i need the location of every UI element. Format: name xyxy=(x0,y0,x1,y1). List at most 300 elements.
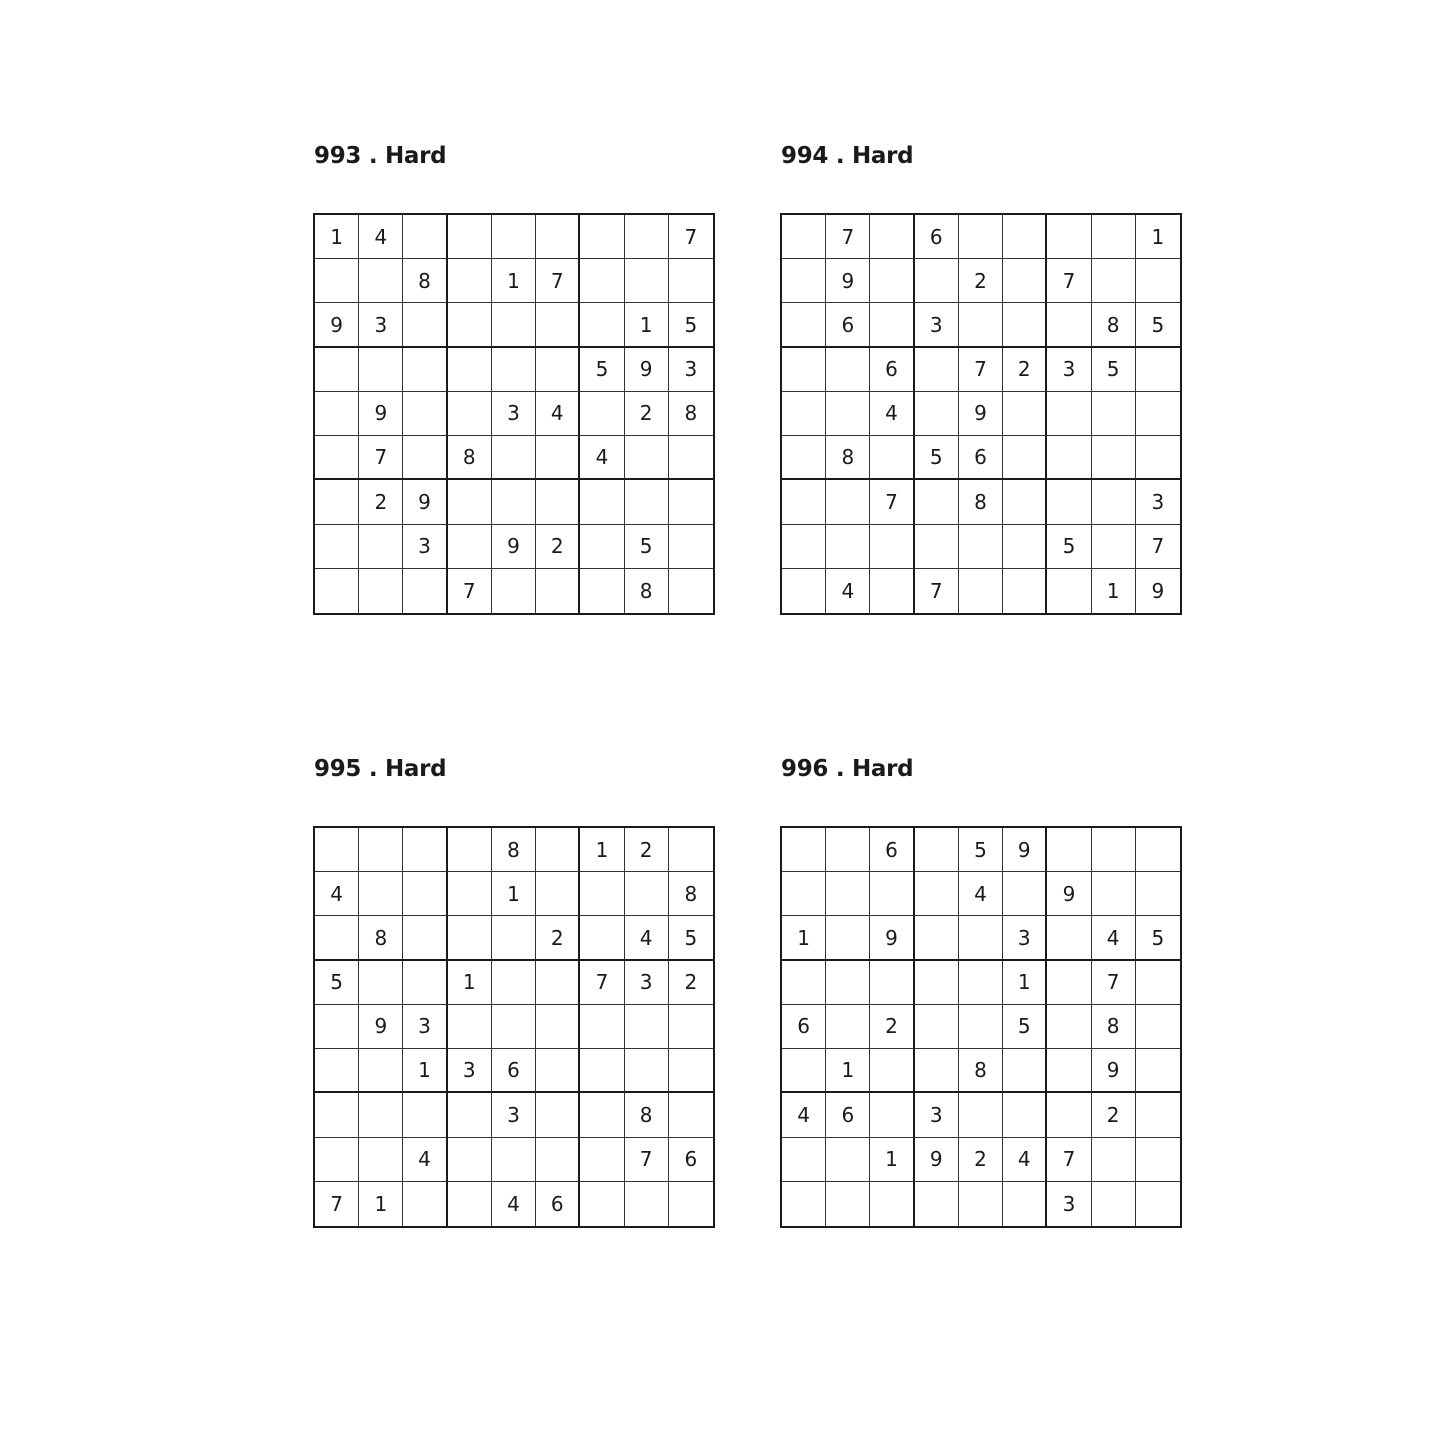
sudoku-cell xyxy=(448,480,492,524)
sudoku-cell xyxy=(448,872,492,916)
sudoku-cell: 6 xyxy=(782,1005,826,1049)
sudoku-cell xyxy=(1092,436,1136,480)
sudoku-cell: 4 xyxy=(359,215,403,259)
puzzle-title: 996 . Hard xyxy=(781,756,914,782)
sudoku-cell: 9 xyxy=(1003,828,1047,872)
sudoku-cell: 7 xyxy=(826,215,870,259)
sudoku-cell xyxy=(315,1093,359,1137)
sudoku-cell xyxy=(826,348,870,392)
sudoku-cell: 9 xyxy=(1047,872,1091,916)
sudoku-cell: 6 xyxy=(669,1138,713,1182)
sudoku-cell: 3 xyxy=(492,392,536,436)
sudoku-cell xyxy=(448,525,492,569)
sudoku-cell: 5 xyxy=(1136,916,1180,960)
sudoku-cell xyxy=(1003,525,1047,569)
sudoku-cell: 9 xyxy=(1151,578,1165,603)
sudoku-cell: 1 xyxy=(1136,215,1180,259)
sudoku-cell xyxy=(448,303,492,347)
sudoku-cell xyxy=(448,259,492,303)
sudoku-cell xyxy=(870,215,914,259)
sudoku-cell: 9 xyxy=(625,348,669,392)
sudoku-cell: 3 xyxy=(669,348,713,392)
sudoku-cell xyxy=(315,916,359,960)
sudoku-cell xyxy=(448,392,492,436)
sudoku-cell xyxy=(403,1182,447,1226)
sudoku-cell xyxy=(580,1182,624,1226)
sudoku-cell xyxy=(492,436,536,480)
sudoku-cell xyxy=(625,480,669,524)
sudoku-cell xyxy=(536,480,580,524)
sudoku-cell xyxy=(915,259,959,303)
sudoku-cell xyxy=(782,1049,826,1093)
sudoku-cell xyxy=(580,392,624,436)
sudoku-cell: 4 xyxy=(782,1093,826,1137)
sudoku-cell xyxy=(536,1093,580,1137)
sudoku-cell: 2 xyxy=(536,916,580,960)
sudoku-cell: 2 xyxy=(959,259,1003,303)
sudoku-cell xyxy=(359,348,403,392)
sudoku-cell: 8 xyxy=(448,436,492,480)
sudoku-cell xyxy=(870,1093,914,1137)
sudoku-cell: 4 xyxy=(870,392,914,436)
sudoku-cell: 3 xyxy=(403,525,447,569)
sudoku-cell xyxy=(959,916,1003,960)
sudoku-cell xyxy=(1092,259,1136,303)
sudoku-cell xyxy=(782,303,826,347)
sudoku-cell xyxy=(1092,872,1136,916)
sudoku-cell: 5 xyxy=(1047,525,1091,569)
sudoku-cell xyxy=(1047,1093,1091,1137)
sudoku-cell: 1 xyxy=(492,259,536,303)
sudoku-cell: 3 xyxy=(915,1093,959,1137)
sudoku-cell: 1 xyxy=(315,215,359,259)
sudoku-cell xyxy=(403,215,447,259)
sudoku-cell xyxy=(536,348,580,392)
sudoku-cell xyxy=(315,828,359,872)
sudoku-cell: 5 xyxy=(580,348,624,392)
sudoku-cell xyxy=(915,1049,959,1093)
sudoku-cell xyxy=(782,436,826,480)
sudoku-cell xyxy=(1003,1093,1047,1137)
sudoku-cell: 9 xyxy=(492,525,536,569)
sudoku-cell xyxy=(915,1005,959,1049)
sudoku-cell xyxy=(826,872,870,916)
sudoku-cell xyxy=(625,1005,669,1049)
sudoku-cell xyxy=(826,1005,870,1049)
sudoku-cell xyxy=(536,215,580,259)
sudoku-cell xyxy=(580,480,624,524)
sudoku-cell xyxy=(580,215,624,259)
sudoku-cell xyxy=(1047,436,1091,480)
sudoku-cell xyxy=(536,961,580,1005)
sudoku-cell xyxy=(1136,436,1180,480)
sudoku-cell: 8 xyxy=(1092,1005,1136,1049)
sudoku-cell: 5 xyxy=(1003,1005,1047,1049)
sudoku-grid xyxy=(313,826,715,1228)
sudoku-cell xyxy=(782,569,826,613)
sudoku-cell xyxy=(915,480,959,524)
sudoku-cell xyxy=(782,480,826,524)
sudoku-cell xyxy=(448,1182,492,1226)
sudoku-cell: 4 xyxy=(1003,1138,1047,1182)
sudoku-cell: 4 xyxy=(492,1182,536,1226)
sudoku-cell xyxy=(403,392,447,436)
sudoku-cell: 6 xyxy=(915,215,959,259)
sudoku-cell: 7 xyxy=(1047,259,1091,303)
sudoku-cell: 2 xyxy=(1092,1093,1136,1137)
sudoku-cell xyxy=(580,259,624,303)
sudoku-cell xyxy=(1092,1182,1136,1226)
sudoku-cell xyxy=(492,348,536,392)
sudoku-grid xyxy=(780,213,1182,615)
sudoku-cell xyxy=(1136,348,1180,392)
sudoku-cell: 8 xyxy=(669,872,713,916)
sudoku-cell xyxy=(536,569,580,613)
sudoku-cell xyxy=(959,1182,1003,1226)
sudoku-cell xyxy=(580,525,624,569)
sudoku-cell xyxy=(448,916,492,960)
sudoku-cell: 8 xyxy=(959,1049,1003,1093)
sudoku-cell xyxy=(1047,480,1091,524)
sudoku-cell: 2 xyxy=(625,392,669,436)
sudoku-cell: 8 xyxy=(625,569,669,613)
sudoku-cell xyxy=(826,1138,870,1182)
sudoku-cell: 5 xyxy=(959,828,1003,872)
sudoku-cell xyxy=(492,480,536,524)
sudoku-cell xyxy=(915,961,959,1005)
sudoku-cell: 5 xyxy=(915,436,959,480)
sudoku-cell xyxy=(669,569,713,613)
sudoku-cell: 6 xyxy=(826,303,870,347)
sudoku-cell xyxy=(492,569,536,613)
sudoku-cell xyxy=(359,1049,403,1093)
sudoku-cell: 7 xyxy=(959,348,1003,392)
sudoku-cell: 7 xyxy=(536,259,580,303)
sudoku-cell xyxy=(870,569,914,613)
sudoku-cell xyxy=(826,916,870,960)
sudoku-cell xyxy=(959,1093,1003,1137)
sudoku-cell xyxy=(1047,303,1091,347)
sudoku-cell: 6 xyxy=(959,436,1003,480)
sudoku-cell xyxy=(1092,525,1136,569)
puzzle-title: 995 . Hard xyxy=(314,756,447,782)
sudoku-cell: 5 xyxy=(669,303,713,347)
sudoku-cell xyxy=(1136,1138,1180,1182)
sudoku-cell xyxy=(1003,215,1047,259)
sudoku-cell xyxy=(1003,436,1047,480)
sudoku-cell xyxy=(625,215,669,259)
sudoku-cell: 6 xyxy=(826,1093,870,1137)
sudoku-cell: 2 xyxy=(536,525,580,569)
sudoku-cell xyxy=(1136,392,1180,436)
sudoku-cell: 5 xyxy=(1136,303,1180,347)
sudoku-cell xyxy=(870,1182,914,1226)
sudoku-cell xyxy=(448,1138,492,1182)
sudoku-cell xyxy=(915,348,959,392)
sudoku-cell xyxy=(826,392,870,436)
sudoku-cell: 6 xyxy=(492,1049,536,1093)
sudoku-cell xyxy=(359,569,403,613)
sudoku-cell: 1 xyxy=(403,1049,447,1093)
sudoku-cell xyxy=(1047,569,1091,613)
sudoku-cell xyxy=(536,828,580,872)
sudoku-cell xyxy=(782,828,826,872)
sudoku-cell xyxy=(315,1138,359,1182)
sudoku-cell xyxy=(580,569,624,613)
sudoku-cell: 4 xyxy=(1092,916,1136,960)
sudoku-cell: 8 xyxy=(403,259,447,303)
sudoku-cell: 5 xyxy=(1092,348,1136,392)
sudoku-cell xyxy=(1136,1182,1180,1226)
sudoku-cell xyxy=(669,436,713,480)
sudoku-cell xyxy=(826,480,870,524)
sudoku-cell: 6 xyxy=(870,828,914,872)
sudoku-cell: 2 xyxy=(1003,348,1047,392)
sudoku-cell xyxy=(315,436,359,480)
sudoku-cell xyxy=(1047,961,1091,1005)
sudoku-cell xyxy=(359,828,403,872)
sudoku-cell xyxy=(669,259,713,303)
sudoku-cell xyxy=(915,916,959,960)
sudoku-cell xyxy=(492,215,536,259)
sudoku-cell: 9 xyxy=(359,392,403,436)
sudoku-cell: 7 xyxy=(1136,525,1180,569)
sudoku-cell xyxy=(403,436,447,480)
sudoku-cell xyxy=(782,392,826,436)
sudoku-cell xyxy=(536,872,580,916)
sudoku-cell xyxy=(492,1005,536,1049)
sudoku-cell xyxy=(1047,828,1091,872)
sudoku-cell xyxy=(315,569,359,613)
sudoku-cell xyxy=(315,392,359,436)
sudoku-grid xyxy=(780,826,1182,1228)
sudoku-cell xyxy=(492,916,536,960)
sudoku-cell xyxy=(915,1182,959,1226)
sudoku-cell xyxy=(782,525,826,569)
sudoku-cell: 7 xyxy=(625,1138,669,1182)
sudoku-cell xyxy=(1092,215,1136,259)
sudoku-cell xyxy=(1003,1049,1047,1093)
sudoku-cell: 5 xyxy=(625,525,669,569)
sudoku-cell xyxy=(403,961,447,1005)
sudoku-cell xyxy=(536,1138,580,1182)
sudoku-cell xyxy=(669,1182,713,1226)
sudoku-cell: 4 xyxy=(315,872,359,916)
sudoku-cell: 3 xyxy=(1003,916,1047,960)
sudoku-cell xyxy=(536,1005,580,1049)
sudoku-cell xyxy=(870,259,914,303)
sudoku-cell: 9 xyxy=(403,480,447,524)
sudoku-cell xyxy=(492,303,536,347)
sudoku-cell xyxy=(625,259,669,303)
sudoku-cell: 3 xyxy=(492,1093,536,1137)
sudoku-cell: 7 xyxy=(580,961,624,1005)
sudoku-cell xyxy=(580,303,624,347)
sudoku-cell: 9 xyxy=(1092,1049,1136,1093)
puzzle-title: 994 . Hard xyxy=(781,143,914,169)
sudoku-cell: 3 xyxy=(403,1005,447,1049)
sudoku-cell xyxy=(315,259,359,303)
sudoku-cell xyxy=(669,1005,713,1049)
sudoku-cell xyxy=(403,569,447,613)
sudoku-cell xyxy=(1003,303,1047,347)
sudoku-cell xyxy=(826,961,870,1005)
sudoku-cell xyxy=(1003,392,1047,436)
sudoku-cell: 3 xyxy=(359,303,403,347)
sudoku-cell: 5 xyxy=(669,916,713,960)
sudoku-cell: 1 xyxy=(870,1138,914,1182)
sudoku-cell: 3 xyxy=(1136,480,1180,524)
sudoku-cell xyxy=(1092,1138,1136,1182)
sudoku-cell: 7 xyxy=(870,480,914,524)
sudoku-cell xyxy=(669,1093,713,1137)
sudoku-cell xyxy=(669,828,713,872)
sudoku-cell xyxy=(403,303,447,347)
sudoku-cell xyxy=(625,1182,669,1226)
sudoku-cell xyxy=(1003,259,1047,303)
sudoku-cell xyxy=(403,916,447,960)
sudoku-cell xyxy=(782,215,826,259)
sudoku-cell: 4 xyxy=(536,392,580,436)
sudoku-cell: 2 xyxy=(959,1138,1003,1182)
sudoku-cell xyxy=(826,1182,870,1226)
sudoku-cell xyxy=(359,1138,403,1182)
sudoku-cell: 7 xyxy=(669,215,713,259)
sudoku-cell xyxy=(536,436,580,480)
sudoku-cell xyxy=(669,480,713,524)
sudoku-cell xyxy=(315,1005,359,1049)
sudoku-cell: 4 xyxy=(580,436,624,480)
sudoku-cell: 9 xyxy=(959,392,1003,436)
sudoku-cell xyxy=(669,525,713,569)
sudoku-cell: 1 xyxy=(492,872,536,916)
sudoku-cell xyxy=(1136,259,1180,303)
sudoku-cell: 4 xyxy=(625,916,669,960)
sudoku-cell: 8 xyxy=(826,436,870,480)
sudoku-cell xyxy=(492,961,536,1005)
sudoku-cell xyxy=(870,872,914,916)
sudoku-cell xyxy=(403,348,447,392)
sudoku-cell: 7 xyxy=(1092,961,1136,1005)
sudoku-cell: 7 xyxy=(359,436,403,480)
sudoku-cell xyxy=(1003,480,1047,524)
sudoku-cell xyxy=(669,1049,713,1093)
sudoku-cell: 1 xyxy=(1092,569,1136,613)
sudoku-cell xyxy=(1047,215,1091,259)
sudoku-cell: 7 xyxy=(1047,1138,1091,1182)
sudoku-cell: 8 xyxy=(1092,303,1136,347)
sudoku-cell: 2 xyxy=(625,828,669,872)
sudoku-cell xyxy=(492,1138,536,1182)
sudoku-cell: 9 xyxy=(826,259,870,303)
sudoku-cell xyxy=(915,525,959,569)
sudoku-cell xyxy=(915,828,959,872)
sudoku-cell xyxy=(1003,1182,1047,1226)
sudoku-cell xyxy=(870,525,914,569)
sudoku-cell xyxy=(448,215,492,259)
sudoku-cell xyxy=(1003,569,1047,613)
sudoku-cell: 3 xyxy=(448,1049,492,1093)
sudoku-cell xyxy=(315,348,359,392)
sudoku-grid xyxy=(313,213,715,615)
sudoku-cell xyxy=(403,872,447,916)
sudoku-cell xyxy=(915,392,959,436)
sudoku-cell: 1 xyxy=(625,303,669,347)
sudoku-cell: 8 xyxy=(492,828,536,872)
sudoku-cell xyxy=(315,525,359,569)
sudoku-cell: 1 xyxy=(1003,961,1047,1005)
sudoku-cell xyxy=(1136,872,1180,916)
sudoku-cell xyxy=(1047,1049,1091,1093)
sudoku-cell xyxy=(782,961,826,1005)
sudoku-cell: 3 xyxy=(1047,348,1091,392)
sudoku-cell: 4 xyxy=(959,872,1003,916)
sudoku-cell xyxy=(580,1138,624,1182)
sudoku-cell xyxy=(870,961,914,1005)
sudoku-cell xyxy=(1136,828,1180,872)
sudoku-cell xyxy=(1047,1005,1091,1049)
sudoku-cell xyxy=(625,872,669,916)
sudoku-cell: 7 xyxy=(448,569,492,613)
sudoku-cell xyxy=(959,215,1003,259)
sudoku-cell xyxy=(915,872,959,916)
sudoku-cell xyxy=(315,1049,359,1093)
sudoku-cell xyxy=(870,303,914,347)
sudoku-cell xyxy=(625,436,669,480)
sudoku-cell: 4 xyxy=(826,569,870,613)
sudoku-cell xyxy=(826,828,870,872)
sudoku-cell xyxy=(315,480,359,524)
sudoku-cell xyxy=(782,1182,826,1226)
sudoku-cell xyxy=(1092,392,1136,436)
sudoku-cell xyxy=(580,1005,624,1049)
sudoku-cell xyxy=(1092,828,1136,872)
sudoku-cell xyxy=(448,828,492,872)
sudoku-cell xyxy=(580,1049,624,1093)
sudoku-cell xyxy=(1136,1049,1180,1093)
sudoku-cell xyxy=(959,303,1003,347)
sudoku-cell: 7 xyxy=(915,569,959,613)
sudoku-cell: 3 xyxy=(625,961,669,1005)
sudoku-cell xyxy=(782,259,826,303)
sudoku-cell xyxy=(580,916,624,960)
sudoku-cell xyxy=(782,872,826,916)
sudoku-cell: 9 xyxy=(915,1138,959,1182)
sudoku-cell: 9 xyxy=(315,303,359,347)
sudoku-cell xyxy=(536,1049,580,1093)
sudoku-cell xyxy=(959,525,1003,569)
sudoku-cell xyxy=(1092,480,1136,524)
sudoku-cell xyxy=(580,1093,624,1137)
sudoku-cell xyxy=(870,436,914,480)
sudoku-cell: 5 xyxy=(315,961,359,1005)
sudoku-cell: 6 xyxy=(870,348,914,392)
sudoku-cell xyxy=(1003,872,1047,916)
sudoku-cell: 1 xyxy=(580,828,624,872)
sudoku-cell xyxy=(1047,392,1091,436)
sudoku-cell: 2 xyxy=(359,480,403,524)
sudoku-cell xyxy=(359,259,403,303)
sudoku-cell xyxy=(448,1005,492,1049)
sudoku-cell: 1 xyxy=(826,1049,870,1093)
sudoku-cell xyxy=(1136,1093,1180,1137)
sudoku-cell xyxy=(959,569,1003,613)
sudoku-cell: 1 xyxy=(359,1182,403,1226)
sudoku-cell: 8 xyxy=(625,1093,669,1137)
sudoku-cell xyxy=(359,525,403,569)
sudoku-cell: 8 xyxy=(669,392,713,436)
sudoku-cell xyxy=(536,303,580,347)
